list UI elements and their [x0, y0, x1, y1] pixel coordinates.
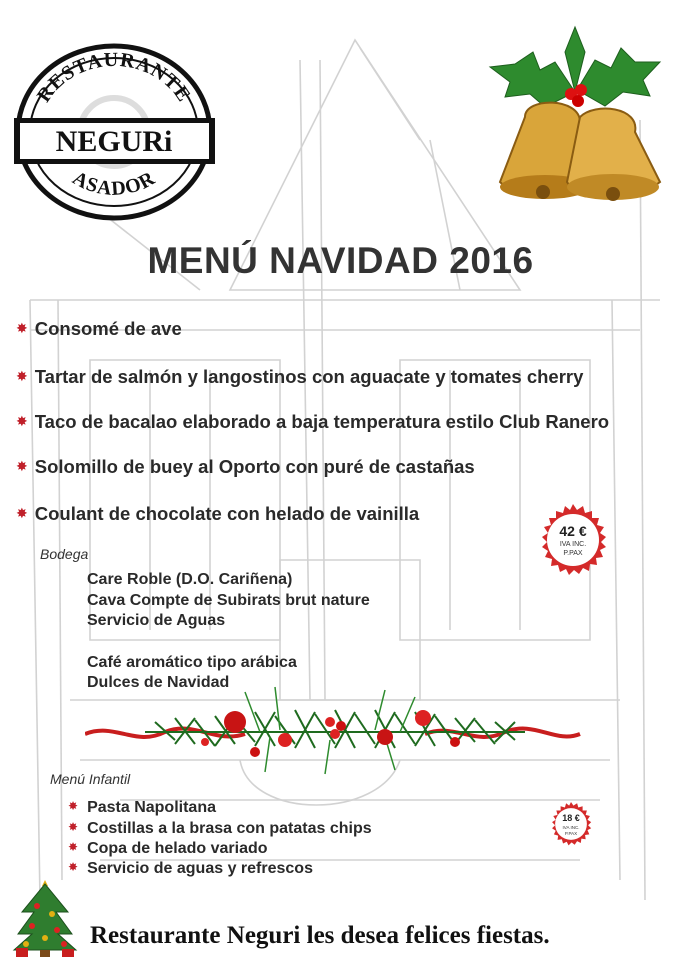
christmas-bells-icon — [485, 22, 665, 207]
kid-item-1 — [68, 799, 216, 817]
price-main-note-1: IVA INC. — [559, 541, 587, 548]
price-kids-value: 18 € — [562, 813, 580, 823]
dish-2 — [16, 366, 583, 388]
price-badge-main — [537, 504, 609, 576]
kid-item-3 — [68, 840, 268, 858]
kid-item-label: Servicio de aguas y refrescos — [87, 860, 313, 877]
star-bullet-icon: ✸ — [68, 820, 79, 834]
logo-bottom-text: ASADOR — [68, 166, 160, 201]
dish-4 — [16, 456, 475, 478]
dish-label: Taco de bacalao elaborado a baja temperatura estilo Club Ranero — [34, 411, 610, 432]
price-main-note-2: P.PAX — [563, 550, 583, 557]
kid-item-label: Pasta Napolitana — [87, 799, 216, 816]
dish-label: Coulant de chocolate con helado de vainilla — [34, 503, 420, 524]
dish-3 — [16, 411, 609, 433]
christmas-garland-icon — [85, 682, 585, 777]
star-bullet-icon: ✸ — [68, 799, 79, 813]
dish-5 — [16, 503, 419, 525]
footer-greeting: Restaurante Neguri les desea felices fiestas. — [90, 922, 550, 949]
kid-item-4 — [68, 860, 313, 878]
kid-item-label: Costillas a la brasa con patatas chips — [87, 820, 372, 837]
wine-3: Servicio de Aguas — [87, 612, 226, 629]
dish-label: Consomé de ave — [34, 318, 182, 339]
price-badge-kids — [549, 802, 593, 846]
bodega-label: Bodega — [40, 546, 89, 562]
star-bullet-icon: ✸ — [68, 840, 79, 854]
price-main-value: 42 € — [559, 523, 587, 539]
kid-item-label: Copa de helado variado — [87, 840, 268, 857]
christmas-tree-icon — [12, 878, 78, 958]
star-bullet-icon: ✸ — [68, 860, 79, 874]
extra-1: Café aromático tipo arábica — [87, 654, 297, 671]
logo-name: NEGURi — [55, 125, 173, 158]
kid-item-2 — [68, 820, 372, 838]
wine-1: Care Roble (D.O. Cariñena) — [87, 571, 293, 588]
starburst-badge-icon — [537, 504, 609, 576]
price-kids-note-2: P.PAX — [564, 831, 578, 836]
star-bullet-icon: ✸ — [16, 320, 28, 336]
star-bullet-icon: ✸ — [16, 505, 28, 521]
star-bullet-icon: ✸ — [16, 458, 28, 474]
dish-1 — [16, 318, 182, 340]
dish-label: Tartar de salmón y langostinos con aguacate y tomates cherry — [34, 366, 584, 387]
star-bullet-icon: ✸ — [16, 413, 28, 429]
infantil-label: Menú Infantil — [50, 771, 131, 787]
starburst-badge-icon — [549, 802, 593, 846]
star-bullet-icon: ✸ — [16, 368, 28, 384]
menu-title: MENÚ NAVIDAD 2016 — [147, 240, 534, 281]
logo-top-text: RESTAURANTE — [32, 48, 196, 107]
restaurant-logo — [12, 40, 217, 225]
extra-2: Dulces de Navidad — [87, 674, 230, 691]
price-kids-note-1: IVA INC. — [562, 825, 580, 830]
wine-2: Cava Compte de Subirats brut nature — [87, 592, 370, 609]
dish-label: Solomillo de buey al Oporto con puré de castañas — [34, 456, 475, 477]
